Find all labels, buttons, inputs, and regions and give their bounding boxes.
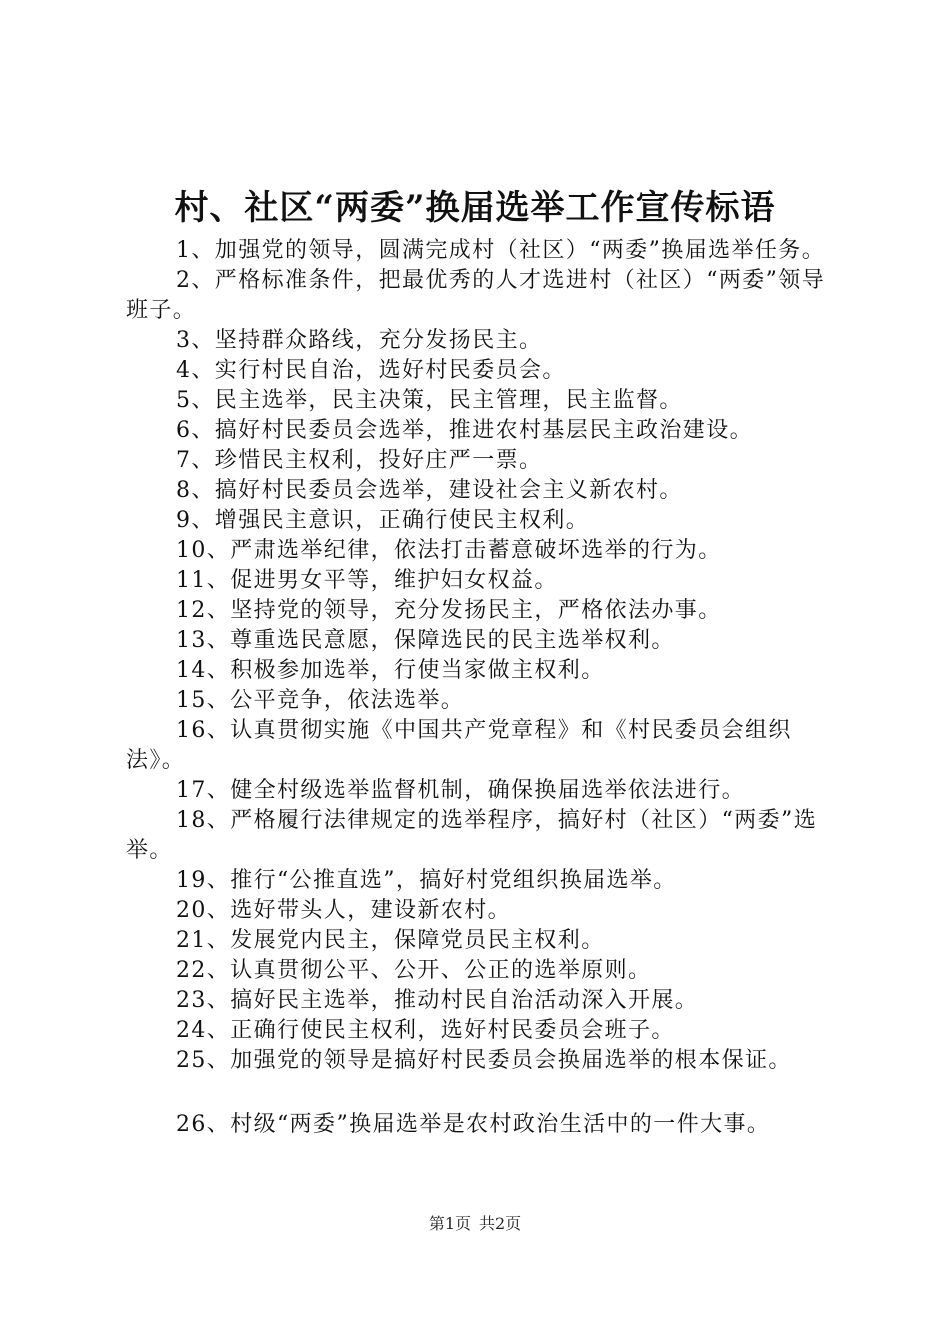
slogan-item-2: 2、严格标准条件，把最优秀的人才选进村（社区）“两委”领导班子。 [126,268,826,323]
slogan-item-5: 5、民主选举，民主决策，民主管理，民主监督。 [176,388,683,413]
document-title: 村、社区“两委”换届选举工作宣传标语 [174,188,776,228]
page-total: 共2页 [479,1214,522,1233]
slogan-item-26: 26、村级“两委”换届选举是农村政治生活中的一件大事。 [176,1112,771,1137]
slogan-item-16: 16、认真贯彻实施《中国共产党章程》和《村民委员会组织法》。 [126,718,792,773]
slogan-item-13: 13、尊重选民意愿，保障选民的民主选举权利。 [176,628,675,653]
slogan-item-15: 15、公平竞争，依法选举。 [176,688,465,713]
slogan-item-25: 25、加强党的领导是搞好村民委员会换届选举的根本保证。 [176,1048,792,1073]
slogan-item-6: 6、搞好村民委员会选举，推进农村基层民主政治建设。 [176,418,753,443]
slogan-item-8: 8、搞好村民委员会选举，建设社会主义新农村。 [176,478,683,503]
slogan-item-19: 19、推行“公推直选”，搞好村党组织换届选举。 [176,868,677,893]
page-footer [0,1214,950,1234]
slogan-item-9: 9、增强民主意识，正确行使民主权利。 [176,508,590,533]
slogan-list [126,236,846,1140]
slogan-item-22: 22、认真贯彻公平、公开、公正的选举原则。 [176,958,652,983]
slogan-item-7: 7、珍惜民主权利，投好庄严一票。 [176,448,543,473]
slogan-item-10: 10、严肃选举纪律，依法打击蓄意破坏选举的行为。 [176,538,722,563]
slogan-item-21: 21、发展党内民主，保障党员民主权利。 [176,928,605,953]
slogan-item-24: 24、正确行使民主权利，选好村民委员会班子。 [176,1018,675,1043]
slogan-item-14: 14、积极参加选举，行使当家做主权利。 [176,658,605,683]
slogan-item-3: 3、坚持群众路线，充分发扬民主。 [176,328,543,353]
slogan-item-1: 1、加强党的领导，圆满完成村（社区）“两委”换届选举任务。 [176,238,826,263]
slogan-item-11: 11、促进男女平等，维护妇女权益。 [176,568,558,593]
slogan-item-18: 18、严格履行法律规定的选举程序，搞好村（社区）“两委”选举。 [126,808,818,863]
page-number: 第1页 [428,1214,471,1233]
slogan-item-17: 17、健全村级选举监督机制，确保换届选举依法进行。 [176,778,745,803]
slogan-item-23: 23、搞好民主选举，推动村民自治活动深入开展。 [176,988,699,1013]
slogan-item-12: 12、坚持党的领导，充分发扬民主，严格依法办事。 [176,598,722,623]
slogan-item-4: 4、实行村民自治，选好村民委员会。 [176,358,566,383]
slogan-item-20: 20、选好带头人，建设新农村。 [176,898,511,923]
